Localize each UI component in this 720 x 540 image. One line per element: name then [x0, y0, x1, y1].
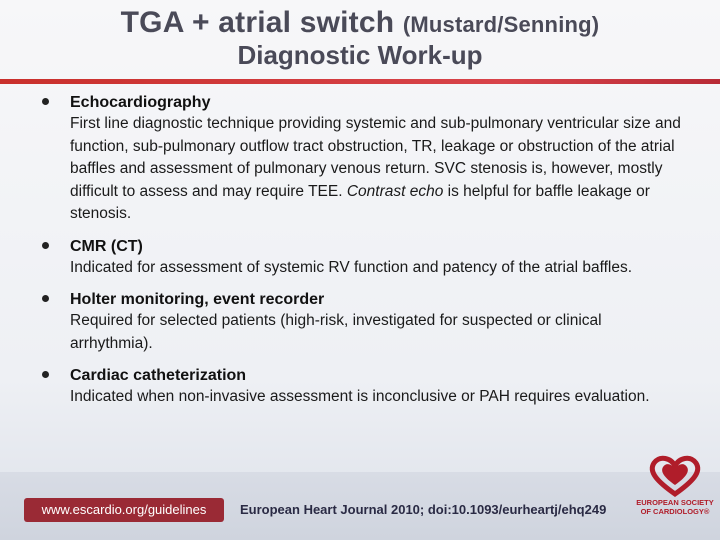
item-text: Indicated when non-invasive assessment is inconclusive or PAH requires evaluation.	[70, 388, 650, 405]
item-text-part2: is helpful for baffle leakage or stenosis.	[70, 182, 650, 222]
item-title: Echocardiography	[70, 94, 211, 111]
list-item-catheterization	[34, 365, 684, 409]
list-item-holter	[34, 289, 684, 355]
slide-header	[0, 0, 720, 80]
list-item-echocardiography	[34, 92, 684, 226]
item-text-part1: First line diagnostic technique providing systemic and sub-pulmonary ventricular size and function, sub-pulmonary outflow tract obstruction, TR, leakage or obstruction of the atrial baffles and assessment of pulmonary venous return. SVC stenosis is, however, mostly difficult to assess and may require TEE.	[70, 115, 681, 200]
bullet-dot-icon	[42, 295, 49, 302]
esc-heart-logo-icon	[640, 452, 710, 532]
guidelines-link[interactable]: www.escardio.org/guidelines	[24, 498, 224, 522]
item-text: Indicated for assessment of systemic RV function and patency of the atrial baffles.	[70, 258, 633, 276]
bullet-list	[34, 92, 684, 419]
bullet-dot-icon	[42, 371, 49, 378]
esc-logo-text: EUROPEAN SOCIETY OF CARDIOLOGY®	[636, 498, 714, 516]
item-text: Required for selected patients (high-risk, investigated for suspected or clinical arrhythmia).	[70, 312, 602, 352]
bullet-dot-icon	[42, 242, 49, 249]
title-divider	[0, 79, 720, 84]
title-main: TGA + atrial switch	[120, 6, 395, 39]
item-text-italic: Contrast echo	[346, 182, 444, 200]
item-title: Holter monitoring, event recorder	[70, 291, 325, 308]
slide-title	[0, 6, 720, 40]
item-text	[70, 113, 684, 226]
item-title: CMR (CT)	[70, 237, 143, 255]
journal-citation: European Heart Journal 2010; doi:10.1093/eurheartj/ehq249	[240, 502, 607, 517]
title-paren: (Mustard/Senning)	[402, 12, 600, 37]
bullet-dot-icon	[42, 98, 49, 105]
list-item-cmr	[34, 236, 684, 280]
item-title: Cardiac catheterization	[70, 367, 247, 384]
slide-subtitle: Diagnostic Work-up	[237, 40, 483, 70]
